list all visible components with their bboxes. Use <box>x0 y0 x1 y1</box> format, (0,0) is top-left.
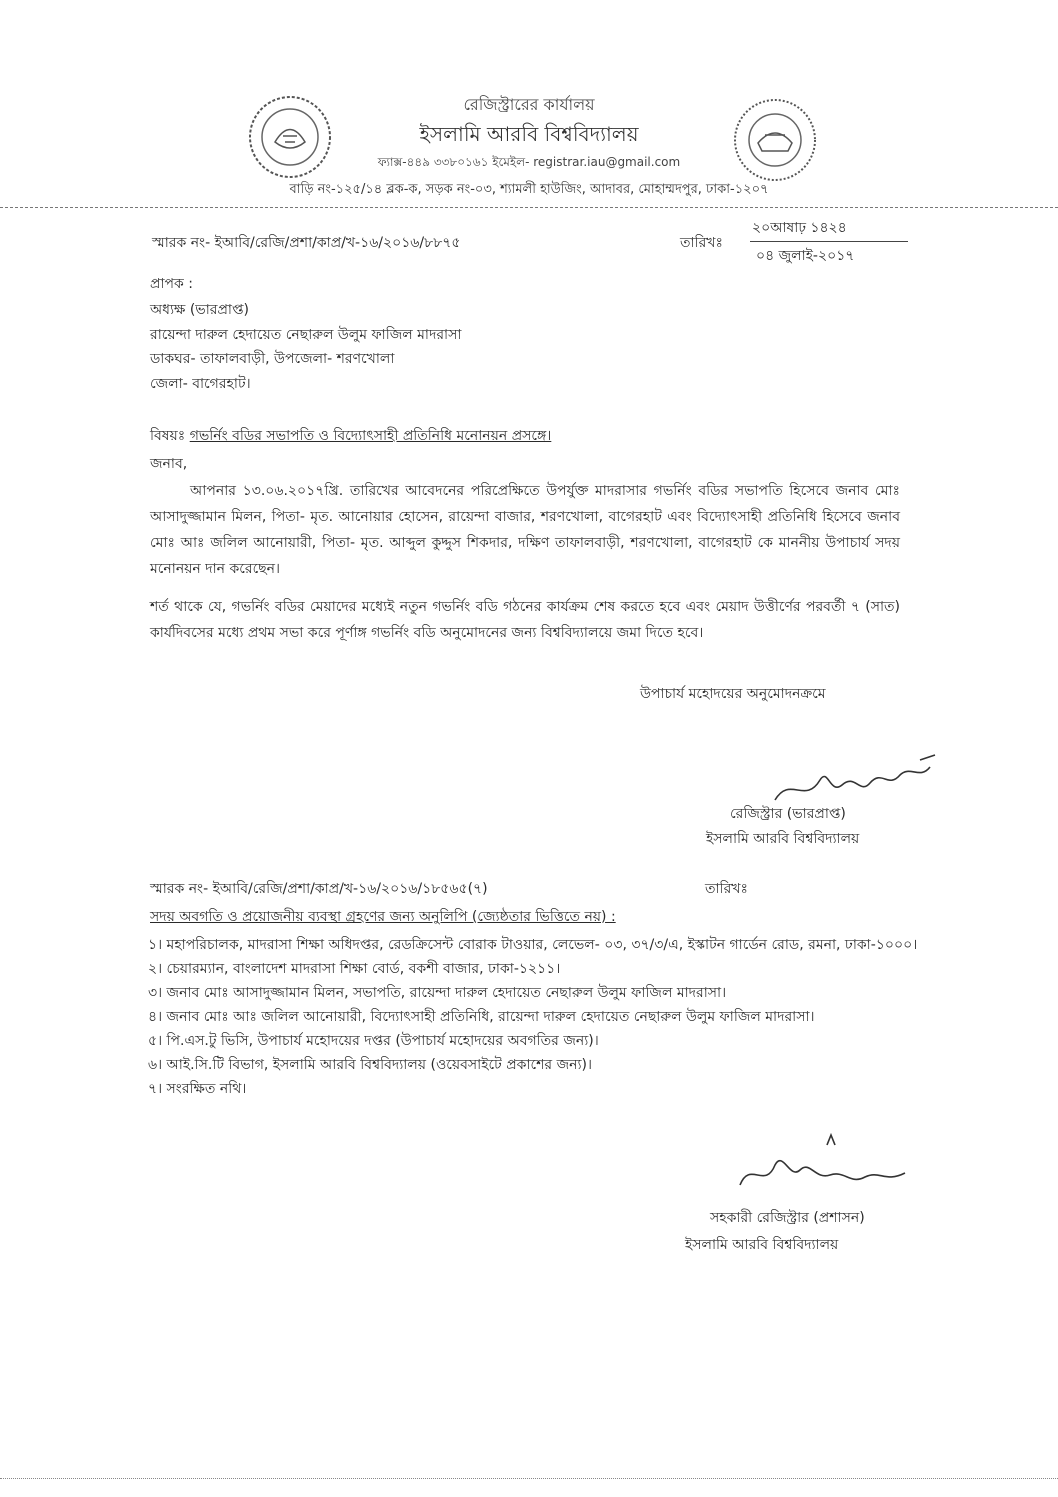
memo-reference: স্মারক নং- ইআবি/রেজি/প্রশা/কাপ্র/খ-১৬/২০১৬/৮৮৭৫ <box>152 235 461 251</box>
body-paragraph: আপনার ১৩.০৬.২০১৭খ্রি. তারিখের আবেদনের পরিপ্রেক্ষিতে উপর্যুক্ত মাদরাসার গভর্নিং বডির সভাপতি হিসেবে জনাব মোঃ আসাদুজ্জামান মিলন, পিতা- মৃত. আনোয়ার হোসেন, রায়েন্দা বাজার, শরণখোলা, বাগেরহাট এবং বিদ্যোৎসাহী প্রতিনিধি হিসেবে জনাব মোঃ আঃ জলিল আনোয়ারী, পিতা- মৃত. আব্দুল কুদ্দুস শিকদার, দক্ষিণ তাফালবাড়ী, শরণখোলা, বাগেরহাট কে মাননীয় উপাচার্য সদয় মনোনয়ন দান করেছেন। <box>150 483 900 577</box>
office-name: রেজিস্ট্রারের কার্যালয় <box>463 95 595 114</box>
signatory1-org: ইসলামি আরবি বিশ্ববিদ্যালয় <box>706 831 860 847</box>
recipient-line: রায়েন্দা দারুল হেদায়েত নেছারুল উলুম ফাজিল মাদরাসা <box>150 327 462 343</box>
date-divider <box>750 241 908 242</box>
signatory1-title: রেজিস্ট্রার (ভারপ্রাপ্ত) <box>730 806 846 822</box>
list-item: ২। চেয়ারম্যান, বাংলাদেশ মাদরাসা শিক্ষা বোর্ড, বকশী বাজার, ঢাকা-১২১১। <box>148 961 561 977</box>
contact-line: ফ্যাক্স-৪৪৯ ৩৩৮০১৬১ ইমেইল- registrar.iau@gmail.com <box>377 155 681 169</box>
copy-list <box>148 933 918 1101</box>
list-item: ৭। সংরক্ষিত নথি। <box>148 1081 247 1097</box>
subject-text: গভর্নিং বডির সভাপতি ও বিদ্যোৎসাহী প্রতিনিধি মনোনয়ন প্রসঙ্গে। <box>189 428 552 444</box>
list-item: ১। মহাপরিচালক, মাদরাসা শিক্ষা অধিদপ্তর, রেডক্রিসেন্ট বোরাক টাওয়ার, লেভেল- ০৩, ৩৭/৩/এ, ইস্কাটন গার্ডেন রোড, রমনা, ঢাকা-১০০০। <box>148 937 918 953</box>
signatory2-title: সহকারী রেজিস্ট্রার (প্রশাসন) <box>710 1210 865 1226</box>
subject-label: বিষয়ঃ <box>150 428 186 444</box>
list-item: ৫। পি.এস.টু ভিসি, উপাচার্য মহোদয়ের দপ্তর (উপাচার্য মহোদয়ের অবগতির জন্য)। <box>148 1033 599 1049</box>
assistant-registrar-signature <box>735 1135 935 1205</box>
recipient-line: অধ্যক্ষ (ভারপ্রাপ্ত) <box>150 302 249 318</box>
list-item: ৬। আই.সি.টি বিভাগ, ইসলামি আরবি বিশ্ববিদ্যালয় (ওয়েবসাইটে প্রকাশের জন্য)। <box>148 1057 592 1073</box>
recipient-label: প্রাপক : <box>150 276 193 292</box>
salutation: জনাব, <box>150 456 188 472</box>
footer-divider <box>0 1478 1058 1479</box>
recipient-line: জেলা- বাগেরহাট। <box>150 376 251 392</box>
copy-memo-reference: স্মারক নং- ইআবি/রেজি/প্রশা/কাপ্র/খ-১৬/২০১৬/১৮৫৬৫(৭) <box>150 881 488 897</box>
copy-heading: সদয় অবগতি ও প্রয়োজনীয় ব্যবস্থা গ্রহণের জন্য অনুলিপি (জ্যেষ্ঠতার ভিত্তিতে নয়) : <box>150 909 616 925</box>
address-line: বাড়ি নং-১২৫/১৪ ব্লক-ক, সড়ক নং-০৩, শ্যামলী হাউজিং, আদাবর, মোহাম্মদপুর, ঢাকা-১২০৭ <box>289 182 769 197</box>
body-paragraph: শর্ত থাকে যে, গভর্নিং বডির মেয়াদের মধ্যেই নতুন গভর্নিং বডি গঠনের কার্যক্রম শেষ করতে হবে এবং মেয়াদ উত্তীর্ণের পরবর্তী ৭ (সাত) কার্যদিবসের মধ্যে প্রথম সভা করে পূর্ণাঙ্গ গভর্নিং বডি অনুমোদনের জন্য বিশ্ববিদ্যালয়ে জমা দিতে হবে। <box>150 599 900 641</box>
recipient-line: ডাকঘর- তাফালবাড়ী, উপজেলা- শরণখোলা <box>150 351 395 367</box>
list-item: ৩। জনাব মোঃ আসাদুজ্জামান মিলন, সভাপতি, রায়েন্দা দারুল হেদায়েত নেছারুল উলুম ফাজিল মাদরাসা। <box>148 985 727 1001</box>
university-name: ইসলামি আরবি বিশ্ববিদ্যালয় <box>419 122 639 146</box>
list-item: ৪। জনাব মোঃ আঃ জলিল আনোয়ারী, বিদ্যোৎসাহী প্রতিনিধি, রায়েন্দা দারুল হেদায়েত নেছারুল উলুম ফাজিল মাদরাসা। <box>148 1009 815 1025</box>
date-bangla: ২০আষাঢ় ১৪২৪ <box>752 220 847 236</box>
copy-date-label: তারিখঃ <box>705 881 748 897</box>
date-english: ০৪ জুলাই-২০১৭ <box>756 248 855 264</box>
subject-line <box>150 424 551 448</box>
date-label: তারিখঃ <box>680 235 723 251</box>
header-divider <box>0 207 1058 208</box>
signatory2-org: ইসলামি আরবি বিশ্ববিদ্যালয় <box>685 1237 839 1253</box>
approval-note: উপাচার্য মহোদয়ের অনুমোদনক্রমে <box>640 686 826 702</box>
